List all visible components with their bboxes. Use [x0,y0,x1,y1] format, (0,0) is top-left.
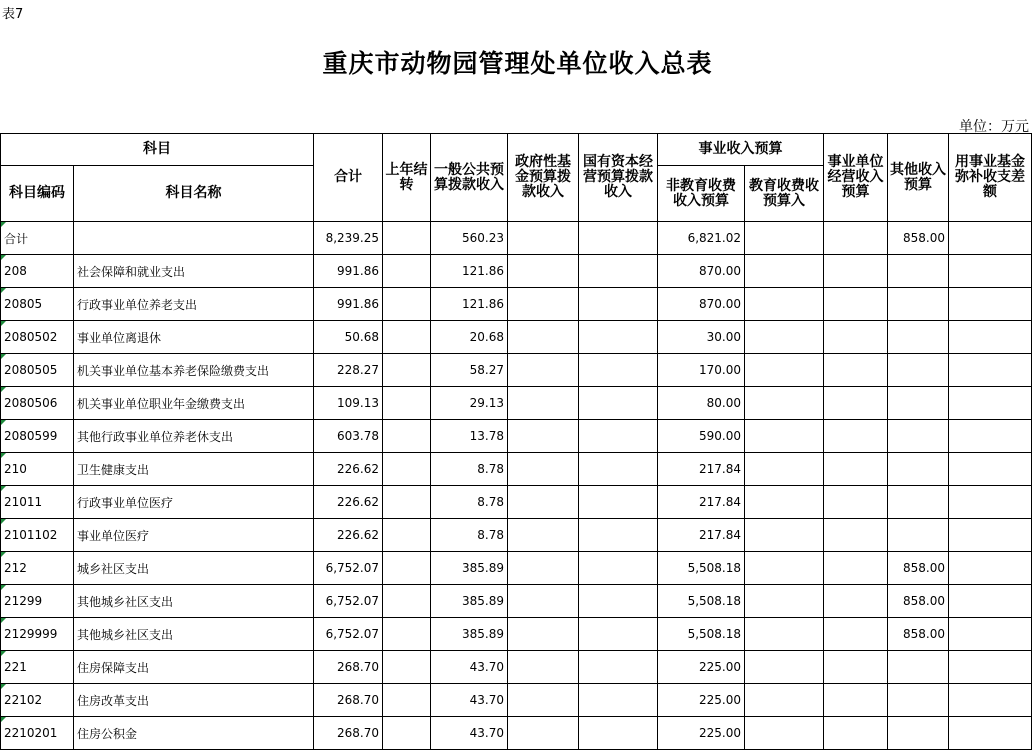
other-income-cell [888,255,949,288]
edu-fee-cell [745,618,824,651]
subject-code-cell: 22102 [1,684,74,717]
gov-fund-cell [508,684,579,717]
table-row [1,585,1032,618]
table-row [1,321,1032,354]
total-cell: 991.86 [314,255,383,288]
total-cell: 603.78 [314,420,383,453]
non-edu-fee-cell: 5,508.18 [658,585,745,618]
gov-fund-cell [508,585,579,618]
total-cell: 226.62 [314,519,383,552]
carryover-cell [383,651,431,684]
table-row [1,420,1032,453]
non-edu-fee-cell: 217.84 [658,486,745,519]
carryover-cell [383,321,431,354]
career-fund-cell [949,651,1032,684]
subject-name-cell: 城乡社区支出 [74,552,314,585]
other-income-cell [888,717,949,750]
other-income-cell: 858.00 [888,585,949,618]
gov-fund-cell [508,552,579,585]
non-edu-fee-cell: 30.00 [658,321,745,354]
other-income-cell [888,321,949,354]
other-income-cell: 858.00 [888,618,949,651]
subject-code-cell: 合计 [1,222,74,255]
general-budget-cell: 8.78 [431,519,508,552]
general-budget-cell: 385.89 [431,552,508,585]
operating-income-cell [824,684,888,717]
state-capital-cell [579,486,658,519]
career-fund-cell [949,222,1032,255]
table-row [1,519,1032,552]
table-row [1,354,1032,387]
general-budget-cell: 385.89 [431,585,508,618]
subject-code-cell: 2080599 [1,420,74,453]
subject-code-cell: 208 [1,255,74,288]
subject-code-cell: 21299 [1,585,74,618]
non-edu-fee-cell: 217.84 [658,519,745,552]
edu-fee-cell [745,453,824,486]
carryover-cell [383,486,431,519]
operating-income-cell [824,222,888,255]
subject-name-cell: 行政事业单位医疗 [74,486,314,519]
subject-code-cell: 2080506 [1,387,74,420]
table-row [1,255,1032,288]
subject-name-cell: 事业单位离退休 [74,321,314,354]
edu-fee-cell [745,552,824,585]
carryover-cell [383,684,431,717]
carryover-cell [383,717,431,750]
general-budget-cell: 560.23 [431,222,508,255]
career-fund-cell [949,321,1032,354]
non-edu-fee-cell: 225.00 [658,651,745,684]
total-cell: 6,752.07 [314,552,383,585]
state-capital-cell [579,684,658,717]
table-header [1,134,1032,222]
edu-fee-cell [745,288,824,321]
state-capital-cell [579,288,658,321]
subject-code-cell: 2080502 [1,321,74,354]
career-fund-cell [949,684,1032,717]
state-capital-cell [579,618,658,651]
total-cell: 228.27 [314,354,383,387]
career-fund-cell [949,519,1032,552]
header-subject: 科目 [1,134,314,166]
other-income-cell: 858.00 [888,222,949,255]
operating-income-cell [824,651,888,684]
non-edu-fee-cell: 5,508.18 [658,618,745,651]
edu-fee-cell [745,321,824,354]
table-row [1,552,1032,585]
subject-name-cell: 卫生健康支出 [74,453,314,486]
non-edu-fee-cell: 225.00 [658,717,745,750]
state-capital-cell [579,651,658,684]
subject-code-cell: 21011 [1,486,74,519]
table-row [1,387,1032,420]
edu-fee-cell [745,684,824,717]
operating-income-cell [824,420,888,453]
general-budget-cell: 385.89 [431,618,508,651]
gov-fund-cell [508,453,579,486]
total-cell: 268.70 [314,651,383,684]
operating-income-cell [824,585,888,618]
operating-income-cell [824,552,888,585]
gov-fund-cell [508,288,579,321]
edu-fee-cell [745,585,824,618]
edu-fee-cell [745,651,824,684]
subject-name-cell: 其他城乡社区支出 [74,618,314,651]
other-income-cell [888,486,949,519]
subject-name-cell: 其他城乡社区支出 [74,585,314,618]
gov-fund-cell [508,222,579,255]
gov-fund-cell [508,717,579,750]
subject-name-cell [74,222,314,255]
header-state-capital: 国有资本经营预算拨款收入 [579,134,658,222]
carryover-cell [383,618,431,651]
total-cell: 226.62 [314,486,383,519]
non-edu-fee-cell: 170.00 [658,354,745,387]
subject-name-cell: 住房公积金 [74,717,314,750]
subject-name-cell: 机关事业单位基本养老保险缴费支出 [74,354,314,387]
table-row [1,288,1032,321]
gov-fund-cell [508,387,579,420]
carryover-cell [383,255,431,288]
general-budget-cell: 8.78 [431,486,508,519]
edu-fee-cell [745,354,824,387]
non-edu-fee-cell: 225.00 [658,684,745,717]
subject-code-cell: 2129999 [1,618,74,651]
header-general-budget: 一般公共预算拨款收入 [431,134,508,222]
state-capital-cell [579,321,658,354]
general-budget-cell: 58.27 [431,354,508,387]
operating-income-cell [824,618,888,651]
table-row [1,453,1032,486]
other-income-cell [888,651,949,684]
subject-code-cell: 2210201 [1,717,74,750]
gov-fund-cell [508,486,579,519]
operating-income-cell [824,519,888,552]
total-cell: 268.70 [314,717,383,750]
general-budget-cell: 29.13 [431,387,508,420]
edu-fee-cell [745,717,824,750]
operating-income-cell [824,486,888,519]
subject-name-cell: 其他行政事业单位养老休支出 [74,420,314,453]
non-edu-fee-cell: 80.00 [658,387,745,420]
page-title: 重庆市动物园管理处单位收入总表 [322,49,713,78]
career-fund-cell [949,618,1032,651]
carryover-cell [383,387,431,420]
header-carryover: 上年结转 [383,134,431,222]
state-capital-cell [579,420,658,453]
header-subject-name: 科目名称 [74,166,314,222]
general-budget-cell: 43.70 [431,684,508,717]
gov-fund-cell [508,618,579,651]
gov-fund-cell [508,321,579,354]
operating-income-cell [824,288,888,321]
total-cell: 8,239.25 [314,222,383,255]
carryover-cell [383,354,431,387]
non-edu-fee-cell: 5,508.18 [658,552,745,585]
total-cell: 268.70 [314,684,383,717]
income-summary-table [0,133,1032,750]
table-row [1,222,1032,255]
non-edu-fee-cell: 217.84 [658,453,745,486]
career-fund-cell [949,420,1032,453]
carryover-cell [383,288,431,321]
career-fund-cell [949,288,1032,321]
total-cell: 50.68 [314,321,383,354]
table-number: 表7 [2,7,24,22]
header-career-fund: 用事业基金弥补收支差额 [949,134,1032,222]
header-edu-fee: 教育收费收预算入 [745,166,824,222]
edu-fee-cell [745,486,824,519]
operating-income-cell [824,717,888,750]
edu-fee-cell [745,255,824,288]
header-other-income: 其他收入预算 [888,134,949,222]
subject-code-cell: 2101102 [1,519,74,552]
gov-fund-cell [508,420,579,453]
operating-income-cell [824,387,888,420]
state-capital-cell [579,255,658,288]
operating-income-cell [824,321,888,354]
table-row [1,618,1032,651]
gov-fund-cell [508,519,579,552]
gov-fund-cell [508,354,579,387]
other-income-cell [888,453,949,486]
table-row [1,651,1032,684]
carryover-cell [383,222,431,255]
general-budget-cell: 43.70 [431,717,508,750]
career-fund-cell [949,552,1032,585]
subject-name-cell: 社会保障和就业支出 [74,255,314,288]
subject-name-cell: 行政事业单位养老支出 [74,288,314,321]
general-budget-cell: 43.70 [431,651,508,684]
subject-code-cell: 212 [1,552,74,585]
general-budget-cell: 8.78 [431,453,508,486]
other-income-cell [888,420,949,453]
career-fund-cell [949,486,1032,519]
table-row [1,717,1032,750]
table-row [1,684,1032,717]
general-budget-cell: 20.68 [431,321,508,354]
career-fund-cell [949,255,1032,288]
total-cell: 109.13 [314,387,383,420]
edu-fee-cell [745,519,824,552]
state-capital-cell [579,717,658,750]
header-subject-code: 科目编码 [1,166,74,222]
other-income-cell: 858.00 [888,552,949,585]
total-cell: 226.62 [314,453,383,486]
subject-name-cell: 住房改革支出 [74,684,314,717]
career-fund-cell [949,354,1032,387]
carryover-cell [383,585,431,618]
subject-name-cell: 住房保障支出 [74,651,314,684]
header-gov-fund: 政府性基金预算拨款收入 [508,134,579,222]
operating-income-cell [824,255,888,288]
other-income-cell [888,519,949,552]
gov-fund-cell [508,255,579,288]
carryover-cell [383,519,431,552]
career-fund-cell [949,585,1032,618]
table-row [1,486,1032,519]
other-income-cell [888,684,949,717]
total-cell: 6,752.07 [314,585,383,618]
state-capital-cell [579,453,658,486]
total-cell: 6,752.07 [314,618,383,651]
header-non-edu-fee: 非教育收费收入预算 [658,166,745,222]
carryover-cell [383,453,431,486]
table-body [1,222,1032,750]
gov-fund-cell [508,651,579,684]
non-edu-fee-cell: 590.00 [658,420,745,453]
subject-name-cell: 机关事业单位职业年金缴费支出 [74,387,314,420]
carryover-cell [383,552,431,585]
operating-income-cell [824,453,888,486]
general-budget-cell: 121.86 [431,288,508,321]
carryover-cell [383,420,431,453]
state-capital-cell [579,585,658,618]
other-income-cell [888,387,949,420]
header-operating-income: 事业单位经营收入预算 [824,134,888,222]
subject-code-cell: 210 [1,453,74,486]
state-capital-cell [579,222,658,255]
state-capital-cell [579,387,658,420]
subject-code-cell: 221 [1,651,74,684]
header-total: 合计 [314,134,383,222]
other-income-cell [888,288,949,321]
non-edu-fee-cell: 6,821.02 [658,222,745,255]
general-budget-cell: 13.78 [431,420,508,453]
non-edu-fee-cell: 870.00 [658,288,745,321]
edu-fee-cell [745,420,824,453]
operating-income-cell [824,354,888,387]
general-budget-cell: 121.86 [431,255,508,288]
total-cell: 991.86 [314,288,383,321]
header-career-income: 事业收入预算 [658,134,824,166]
career-fund-cell [949,387,1032,420]
career-fund-cell [949,453,1032,486]
state-capital-cell [579,354,658,387]
subject-code-cell: 2080505 [1,354,74,387]
edu-fee-cell [745,222,824,255]
subject-name-cell: 事业单位医疗 [74,519,314,552]
non-edu-fee-cell: 870.00 [658,255,745,288]
career-fund-cell [949,717,1032,750]
state-capital-cell [579,519,658,552]
subject-code-cell: 20805 [1,288,74,321]
unit-label: 单位：万元 [959,119,1029,135]
edu-fee-cell [745,387,824,420]
other-income-cell [888,354,949,387]
state-capital-cell [579,552,658,585]
